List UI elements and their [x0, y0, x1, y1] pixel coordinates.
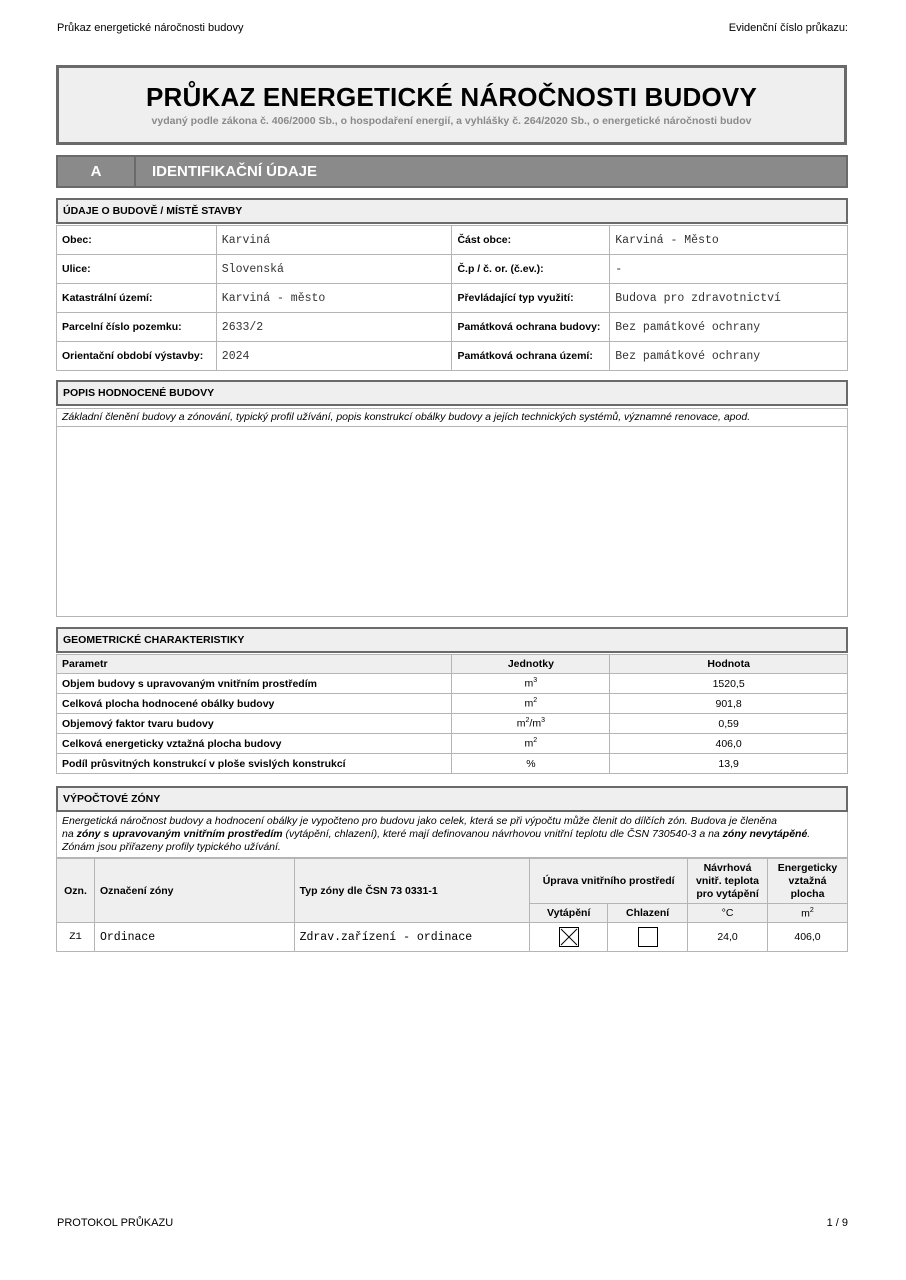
info-label: Katastrální území: [57, 284, 217, 313]
geometry-row [57, 714, 848, 734]
zones-note-line3: Zónám jsou přiřazeny profily typického užívání. [62, 841, 281, 853]
info-label: Obec: [57, 226, 217, 255]
info-value: 2633/2 [216, 313, 452, 342]
info-value: 2024 [216, 342, 452, 371]
section-letter: A [58, 157, 136, 186]
geometry-value: 1520,5 [610, 674, 848, 694]
zones-note [56, 812, 848, 858]
info-value: Slovenská [216, 255, 452, 284]
col-zone-type: Typ zóny dle ČSN 73 0331-1 [294, 859, 530, 923]
info-label: Orientační období výstavby: [57, 342, 217, 371]
zone-row [57, 923, 848, 952]
info-label: Památková ochrana území: [452, 342, 610, 371]
col-zone-name: Označení zóny [94, 859, 294, 923]
info-value: Bez památkové ochrany [610, 342, 848, 371]
zone-cooling-cell [608, 923, 688, 952]
col-ozn: Ozn. [57, 859, 95, 923]
info-value: Budova pro zdravotnictví [610, 284, 848, 313]
check-cross-icon [559, 927, 579, 947]
info-row [57, 255, 848, 284]
geometry-row [57, 734, 848, 754]
heating-checkbox [559, 927, 579, 947]
cooling-checkbox [638, 927, 658, 947]
col-ref-area: Energeticky vztažná plocha [768, 859, 848, 904]
info-row [57, 313, 848, 342]
geometry-row [57, 674, 848, 694]
info-label: Převládající typ využití: [452, 284, 610, 313]
geometry-param: Objem budovy s upravovaným vnitřním prostředím [57, 674, 452, 694]
title-box [56, 65, 847, 145]
geometry-column-header: Hodnota [610, 655, 848, 674]
geometry-unit: $m^2/m^3$ [452, 714, 610, 734]
geometry-row [57, 694, 848, 714]
footer-protocol: PROTOKOL PRŮKAZU [57, 1217, 174, 1229]
geometry-heading: GEOMETRICKÉ CHARAKTERISTIKY [56, 627, 848, 653]
zones-note-line1: Energetická náročnost budovy a hodnocení obálky je vypočteno pro budovu jako celek, která se při výpočtu může členit do dílčích zón. Budova je členěna [62, 815, 778, 827]
section-bar [56, 155, 848, 188]
info-row [57, 342, 848, 371]
geometry-unit: $m^2$ [452, 734, 610, 754]
zone-name: Ordinace [94, 923, 294, 952]
building-info-table [56, 225, 848, 371]
col-environment: Úprava vnitřního prostředí [530, 859, 688, 904]
zone-type: Zdrav.zařízení - ordinace [294, 923, 530, 952]
geometry-unit: $m^2$ [452, 694, 610, 714]
info-label: Č.p / č. or. (č.ev.): [452, 255, 610, 284]
col-cooling: Chlazení [608, 904, 688, 923]
geometry-param: Objemový faktor tvaru budovy [57, 714, 452, 734]
description-hint: Základní členění budovy a zónování, typický profil užívání, popis konstrukcí obálky budovy a jejích technických systémů, významné renovace, apod. [57, 409, 847, 427]
info-value: Bez památkové ochrany [610, 313, 848, 342]
geometry-value: 0,59 [610, 714, 848, 734]
zone-heating-cell [530, 923, 608, 952]
zones-heading: VÝPOČTOVÉ ZÓNY [56, 786, 848, 812]
col-heating: Vytápění [530, 904, 608, 923]
geometry-param: Celková plocha hodnocené obálky budovy [57, 694, 452, 714]
page-subtitle: vydaný podle zákona č. 406/2000 Sb., o hospodaření energií, a vyhlášky č. 264/2020 Sb., o energetické náročnosti budov [151, 115, 752, 127]
geometry-value: 406,0 [610, 734, 848, 754]
info-value: Karviná - Město [610, 226, 848, 255]
info-label: Ulice: [57, 255, 217, 284]
zone-ozn: Z1 [57, 923, 95, 952]
zones-note-line2: na zóny s upravovaným vnitřním prostředím (vytápění, chlazení), které mají definovanou návrhovou vnitřní teplotu dle ČSN 730540-3 a na zóny nevytápěné. [62, 828, 811, 840]
section-name: IDENTIFIKAČNÍ ÚDAJE [152, 163, 318, 180]
info-label: Parcelní číslo pozemku: [57, 313, 217, 342]
description-area [56, 408, 848, 617]
geometry-header-row [57, 655, 848, 674]
geometry-table [56, 654, 848, 774]
geometry-unit: % [452, 754, 610, 774]
info-value: - [610, 255, 848, 284]
geometry-value: 901,8 [610, 694, 848, 714]
geometry-column-header: Parametr [57, 655, 452, 674]
zone-temp: 24,0 [688, 923, 768, 952]
description-text [57, 427, 847, 435]
col-design-temp: Návrhová vnitř. teplota pro vytápění [688, 859, 768, 904]
info-label: Část obce: [452, 226, 610, 255]
info-row [57, 284, 848, 313]
description-heading: POPIS HODNOCENÉ BUDOVY [56, 380, 848, 406]
page-title: PRŮKAZ ENERGETICKÉ NÁROČNOSTI BUDOVY [145, 82, 757, 112]
page-number: 1 / 9 [826, 1217, 848, 1229]
col-area-unit: $m^2$ [768, 904, 848, 923]
zone-area: 406,0 [768, 923, 848, 952]
geometry-column-header: Jednotky [452, 655, 610, 674]
zones-table [56, 858, 848, 952]
info-row [57, 226, 848, 255]
header-doc-title: Průkaz energetické náročnosti budovy [57, 22, 244, 34]
geometry-value: 13,9 [610, 754, 848, 774]
geometry-param: Podíl průsvitných konstrukcí v ploše svislých konstrukcí [57, 754, 452, 774]
header-record-number: Evidenční číslo průkazu: [728, 22, 848, 34]
building-info-heading: ÚDAJE O BUDOVĚ / MÍSTĚ STAVBY [56, 198, 848, 224]
geometry-unit: $m^3$ [452, 674, 610, 694]
info-value: Karviná - město [216, 284, 452, 313]
info-label: Památková ochrana budovy: [452, 313, 610, 342]
geometry-row [57, 754, 848, 774]
info-value: Karviná [216, 226, 452, 255]
col-temp-unit: °C [688, 904, 768, 923]
geometry-param: Celková energeticky vztažná plocha budovy [57, 734, 452, 754]
